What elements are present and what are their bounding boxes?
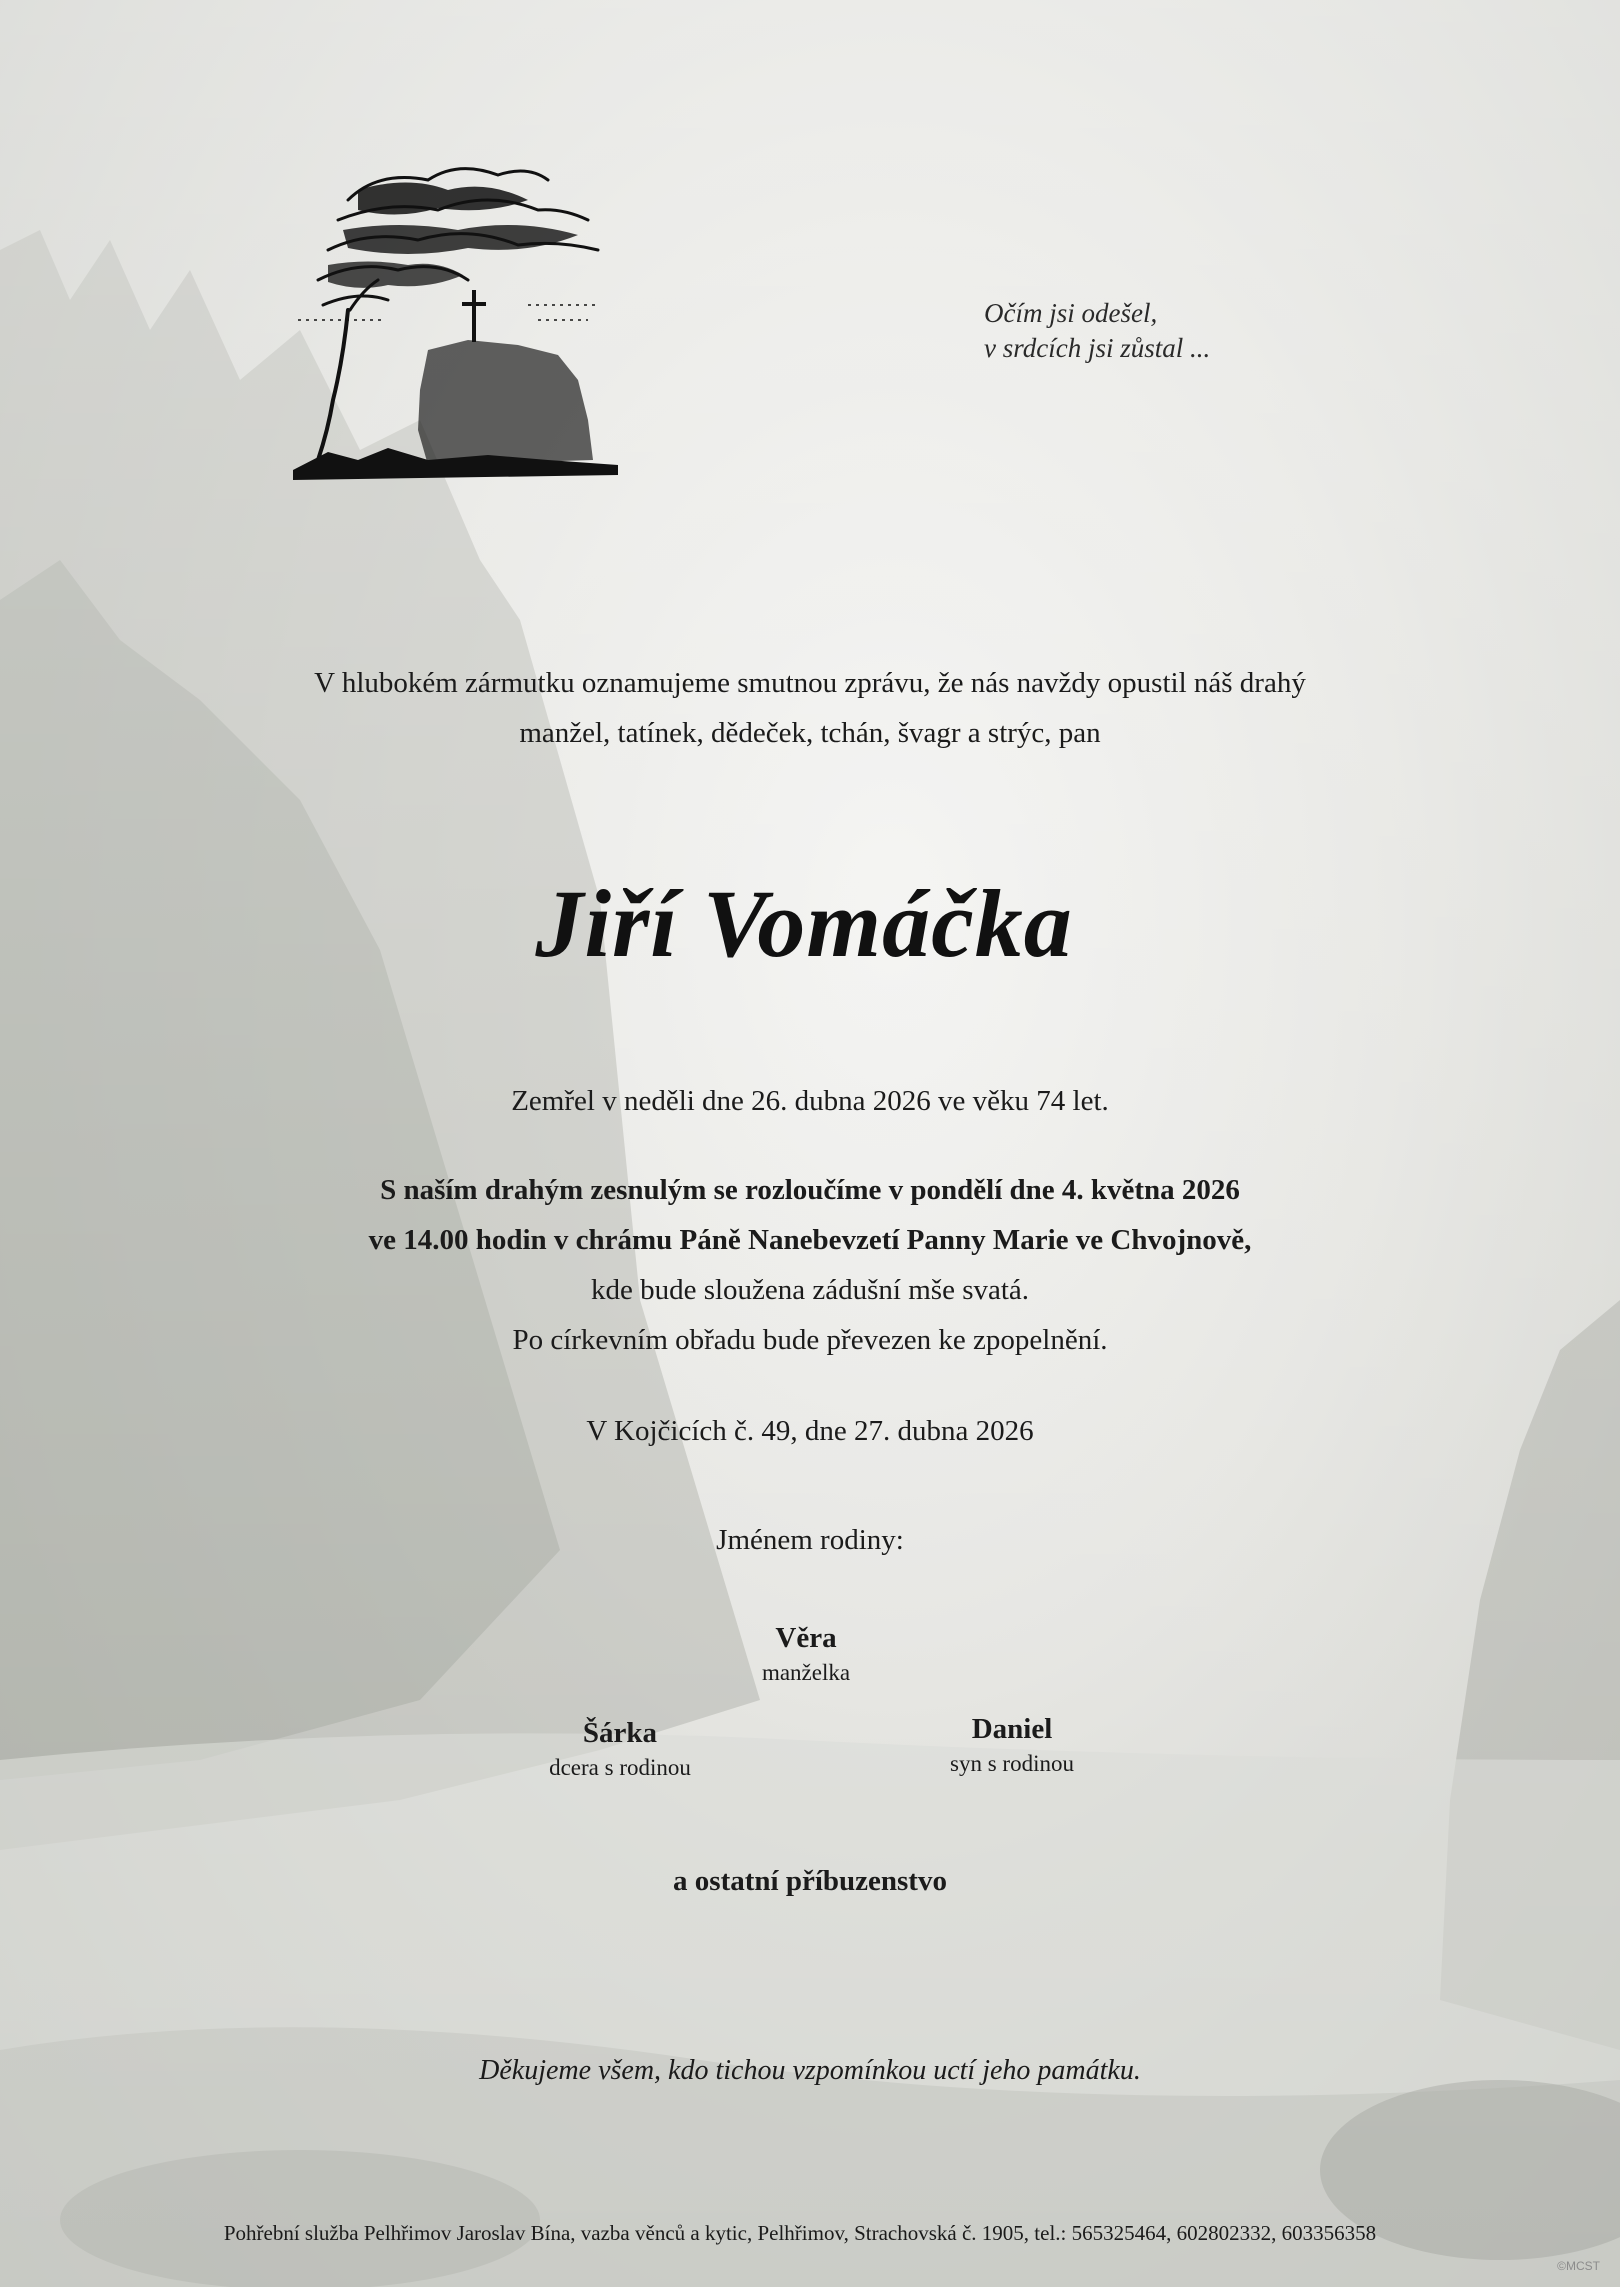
mourner-name: Věra (775, 1622, 837, 1654)
tree-cross-rock-icon (288, 130, 618, 490)
announcement-intro (0, 658, 1620, 758)
other-relatives: a ostatní příbuzenstvo (673, 1865, 947, 1897)
funeral-line-3: kde bude sloužena zádušní mše svatá. (590, 1274, 1030, 1306)
intro-line-1: V hlubokém zármutku oznamujeme smutnou zprávu, že nás navždy opustil náš drahý (314, 667, 1306, 699)
thanks-line: Děkujeme všem, kdo tichou vzpomínkou uctí jeho památku. (479, 2055, 1141, 2086)
family-header: Jménem rodiny: (716, 1524, 904, 1556)
funeral-service-footer: Pohřební služba Pelhřimov Jaroslav Bína, vazba věnců a kytic, Pelhřimov, Strachovská č. 1905, tel.: 565325464, 602802332, 603356358 (223, 2221, 1377, 2245)
place-date: V Kojčicích č. 49, dne 27. dubna 2026 (586, 1415, 1034, 1447)
mourner-name: Daniel (971, 1713, 1053, 1745)
watermark: ©MCST (1557, 2259, 1600, 2273)
motto (984, 296, 1210, 366)
mourner-daughter (460, 1715, 780, 1785)
intro-line-2: manžel, tatínek, dědeček, tchán, švagr a strýc, pan (519, 717, 1101, 749)
mourner-name: Šárka (582, 1717, 658, 1749)
motto-line-2: v srdcích jsi zůstal ... (984, 333, 1211, 363)
funeral-line-1: S naším drahým zesnulým se rozloučíme v pondělí dne 4. května 2026 (380, 1174, 1240, 1206)
mourner-relation: syn s rodinou (950, 1751, 1074, 1776)
funeral-line-4: Po církevním obřadu bude převezen ke zpopelnění. (512, 1324, 1108, 1356)
motto-line-1: Očím jsi odešel, (984, 298, 1158, 328)
death-date: Zemřel v neděli dne 26. dubna 2026 ve věku 74 let. (511, 1085, 1109, 1117)
mourner-son (852, 1711, 1172, 1781)
mourner-relation: dcera s rodinou (549, 1755, 691, 1780)
funeral-info (0, 1165, 1620, 1365)
mourner-relation: manželka (761, 1660, 851, 1685)
deceased-name: Jiří Vomáčka (535, 870, 1073, 977)
mourner-wife (646, 1620, 966, 1690)
funeral-line-2: ve 14.00 hodin v chrámu Páně Nanebevzetí Panny Marie ve Chvojnově, (368, 1224, 1252, 1256)
